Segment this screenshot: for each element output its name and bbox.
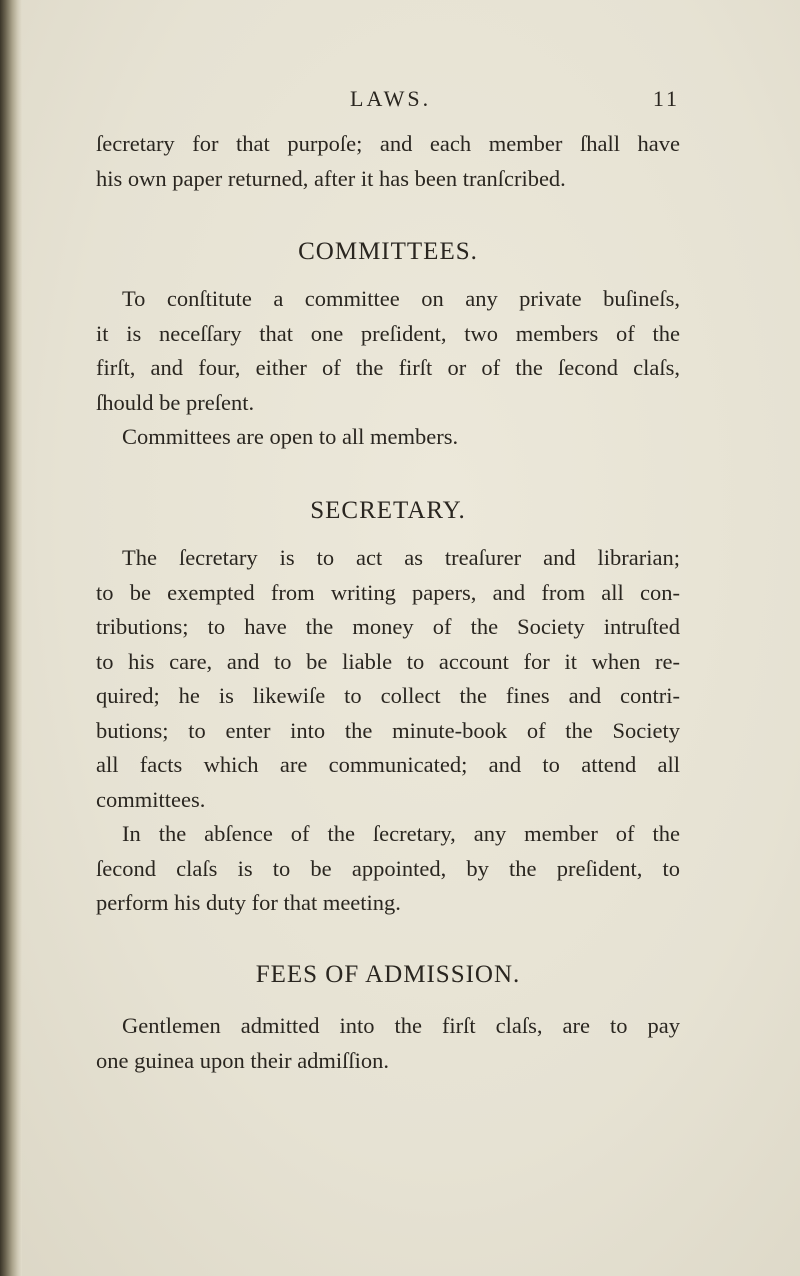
text-line: The ſecretary is to act as treaſurer and librarian; bbox=[122, 545, 680, 570]
continued-paragraph bbox=[96, 127, 680, 196]
text-line: ſecond claſs is to be appointed, by the preſident, to bbox=[96, 855, 680, 881]
text-line: tributions; to have the money of the Society intruſted bbox=[96, 614, 680, 639]
text-line: ſecretary for that purpoſe; and each member ſhall have bbox=[96, 131, 680, 156]
text-line: committees. bbox=[96, 786, 206, 812]
text-line: In the abſence of the ſecretary, any member of the bbox=[122, 821, 680, 846]
page-number: 11 bbox=[652, 86, 680, 111]
text-line: firſt, and four, either of the firſt or of the ſecond claſs, bbox=[96, 355, 680, 380]
text-line: all facts which are communicated; and to attend all bbox=[96, 752, 680, 777]
secretary-paragraph-2 bbox=[96, 817, 680, 921]
text-line: Committees are open to all members. bbox=[122, 424, 459, 449]
section-heading-committees: COMMITTEES. bbox=[298, 238, 478, 265]
text-line: to be exempted from writing papers, and from all con- bbox=[96, 579, 680, 605]
text-line: ſhould be preſent. bbox=[96, 389, 255, 415]
page-binding-edge bbox=[0, 0, 22, 1276]
text-line: it is neceſſary that one preſident, two members of the bbox=[96, 320, 680, 346]
section-heading-fees: FEES OF ADMISSION. bbox=[255, 961, 521, 988]
committees-paragraph-1 bbox=[96, 282, 680, 420]
running-head bbox=[96, 86, 680, 116]
committees-paragraph-2 bbox=[96, 420, 680, 455]
text-line: his own paper returned, after it has been tranſcribed. bbox=[96, 165, 566, 191]
section-heading-secretary: SECRETARY. bbox=[310, 497, 466, 524]
secretary-paragraph-1 bbox=[96, 541, 680, 817]
text-line: one guinea upon their admiſſion. bbox=[96, 1047, 390, 1073]
text-line: butions; to enter into the minute-book of the Society bbox=[96, 717, 680, 743]
text-line: To conſtitute a committee on any private buſineſs, bbox=[122, 286, 680, 311]
fees-paragraph bbox=[96, 1009, 680, 1078]
text-line: Gentlemen admitted into the firſt claſs, are to pay bbox=[122, 1013, 680, 1038]
text-line: quired; he is likewiſe to collect the fines and contri- bbox=[96, 683, 680, 708]
running-head-title: LAWS. bbox=[350, 86, 432, 111]
text-line: to his care, and to be liable to account for it when re- bbox=[96, 648, 680, 674]
text-line: perform his duty for that meeting. bbox=[96, 890, 401, 915]
